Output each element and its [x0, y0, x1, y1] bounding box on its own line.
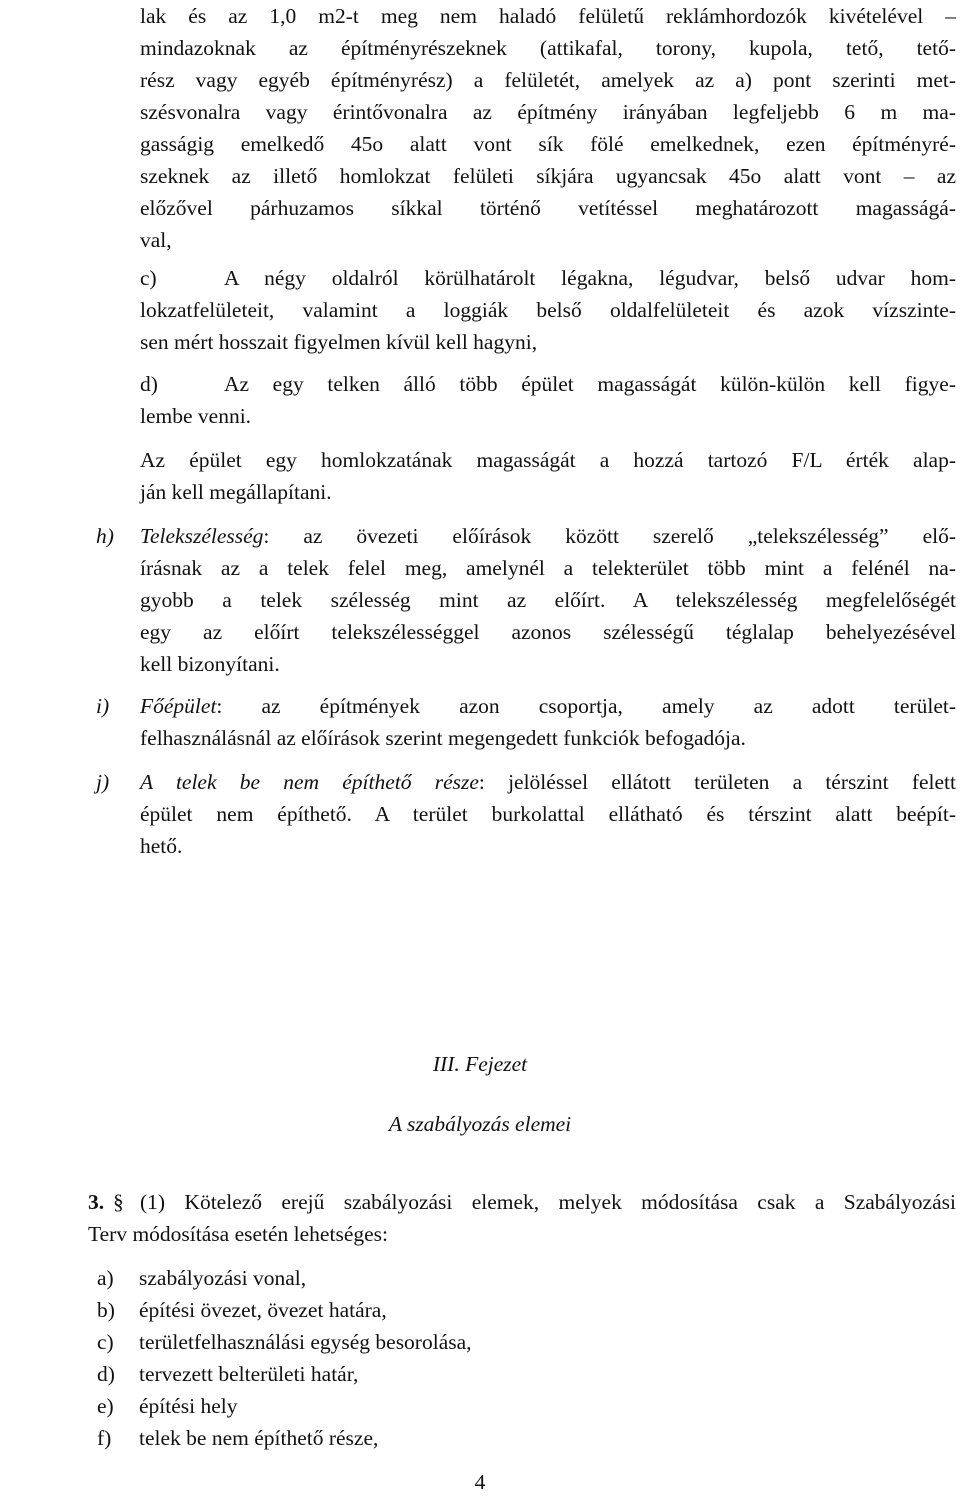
item-d-line: Az egy telken álló több épület magasságát külön-külön kell figye-: [224, 372, 956, 396]
paragraph-line: rész vagy egyéb építményrész) a felületét, amelyek az a) pont szerinti met-: [140, 68, 956, 92]
height-paragraph-line: ján kell megállapítani.: [140, 480, 332, 504]
paragraph-line: gasságig emelkedő 45o alatt vont sík fölé emelkednek, ezen építményré-: [140, 132, 956, 156]
def-h-first-line: [140, 520, 956, 552]
height-paragraph-line: Az épület egy homlokzatának magasságát a hozzá tartozó F/L érték alap-: [140, 448, 956, 472]
item-c-line: sen mért hosszait figyelmen kívül kell hagyni,: [140, 330, 538, 354]
paragraph-line: előzővel párhuzamos síkkal történő vetítéssel meghatározott magasságá-: [140, 196, 956, 220]
chapter-title: A szabályozás elemei: [388, 1112, 572, 1136]
paragraph-line: val,: [140, 228, 172, 252]
def-h-line: gyobb a telek szélesség mint az előírt. A telekszélesség megfelelőségét: [140, 588, 956, 612]
def-i-line: felhasználásnál az előírások szerint megengedett funkciók befogadója.: [140, 726, 746, 750]
def-j-first-line: [140, 766, 956, 798]
def-h-line: kell bizonyítani.: [140, 652, 280, 676]
def-h-term: Telekszélesség: [140, 524, 264, 548]
def-j-label: j): [96, 770, 110, 794]
list-item: szabályozási vonal,: [139, 1266, 307, 1290]
item-c-line: A négy oldalról körülhatárolt légakna, légudvar, belső udvar hom-: [224, 266, 956, 290]
section-number: 3.: [88, 1190, 105, 1214]
chapter-number: III. Fejezet: [432, 1052, 528, 1076]
list-item: építési övezet, övezet határa,: [139, 1298, 387, 1322]
section-first-line: (1) Kötelező erejű szabályozási elemek, melyek módosítása csak a Szabályozási: [140, 1190, 956, 1214]
section-second-line: Terv módosítása esetén lehetséges:: [88, 1222, 388, 1246]
def-j-first-rest: : jelöléssel ellátott területen a térszint felett: [478, 770, 956, 794]
def-j-term: A telek be nem építhető része: [140, 770, 479, 794]
def-h-line: egy az előírt telekszélességgel azonos szélességű téglalap behelyezésével: [140, 620, 956, 644]
def-i-label: i): [96, 694, 110, 718]
list-item-label: f): [97, 1426, 112, 1450]
list-item-label: c): [97, 1330, 114, 1354]
item-d-line: lembe venni.: [140, 404, 252, 428]
def-j-line: épület nem építhető. A terület burkolattal ellátható és térszint alatt beépít-: [140, 802, 956, 826]
paragraph-line: lak és az 1,0 m2-t meg nem haladó felületű reklámhordozók kivételével –: [140, 4, 956, 28]
list-item-label: a): [97, 1266, 114, 1290]
def-h-first-rest: : az övezeti előírások között szerelő „telekszélesség” elő-: [263, 524, 956, 548]
def-j-line: hető.: [140, 834, 183, 858]
page-number: 4: [474, 1470, 486, 1494]
def-i-first-rest: : az építmények azon csoportja, amely az adott terület-: [216, 694, 956, 718]
list-item: területfelhasználási egység besorolása,: [139, 1330, 472, 1354]
list-item: telek be nem építhető része,: [139, 1426, 379, 1450]
list-item-label: d): [97, 1362, 115, 1386]
def-i-first-line: [140, 690, 956, 722]
def-i-term: Főépület: [140, 694, 217, 718]
paragraph-line: mindazoknak az építményrészeknek (attikafal, torony, kupola, tető, tető-: [140, 36, 956, 60]
paragraph-line: szésvonalra vagy érintővonalra az építmény irányában legfeljebb 6 m ma-: [140, 100, 956, 124]
list-item-label: e): [97, 1394, 114, 1418]
def-h-line: írásnak az a telek felel meg, amelynél a telekterület több mint a felénél na-: [140, 556, 956, 580]
list-item: építési hely: [139, 1394, 238, 1418]
item-d-label: d): [140, 372, 158, 396]
list-item-label: b): [97, 1298, 115, 1322]
def-h-label: h): [96, 524, 114, 548]
paragraph-line: szeknek az illető homlokzat felületi síkjára ugyancsak 45o alatt vont – az: [140, 164, 956, 188]
item-c-label: c): [140, 266, 157, 290]
item-c-line: lokzatfelületeit, valamint a loggiák belső oldalfelületeit és azok vízszinte-: [140, 298, 956, 322]
section-sign: §: [113, 1190, 124, 1214]
list-item: tervezett belterületi határ,: [139, 1362, 359, 1386]
